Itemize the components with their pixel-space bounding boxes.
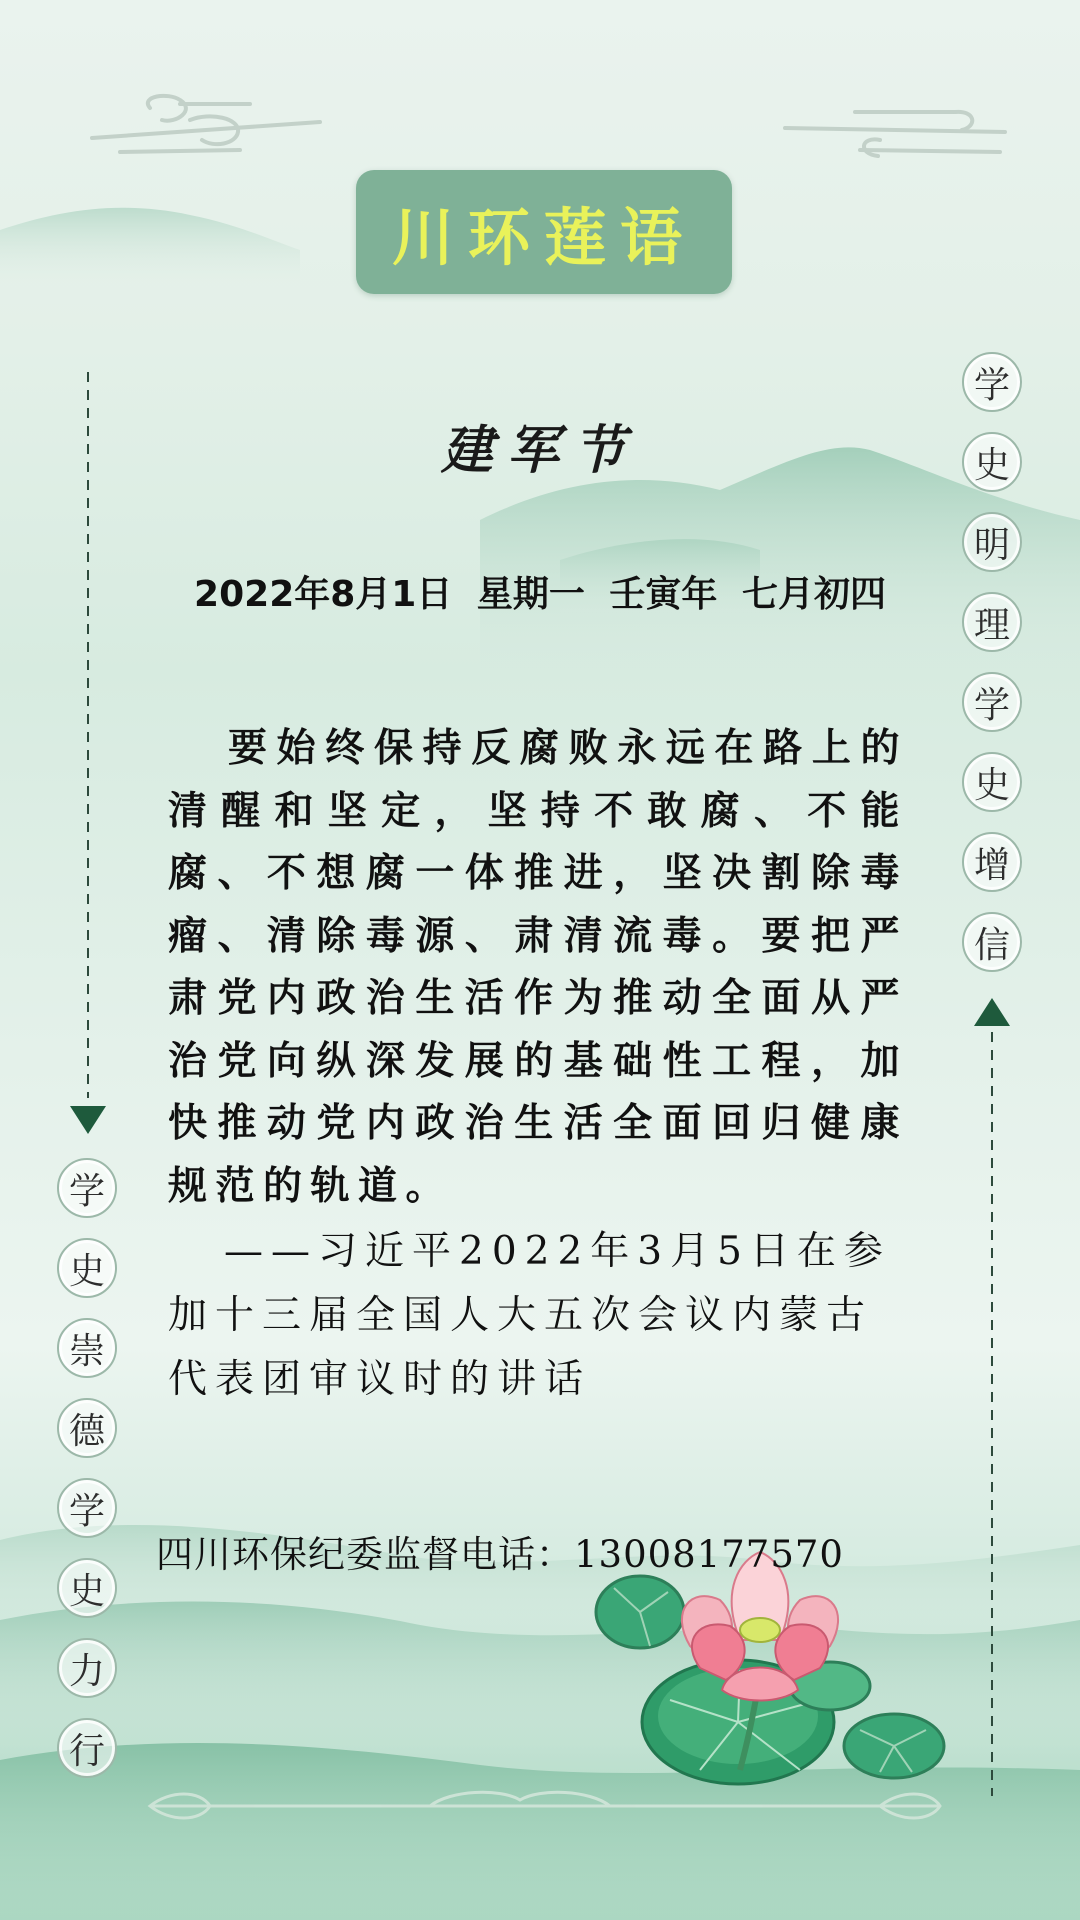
quote-body: 要始终保持反腐败永远在路上的清醒和坚定，坚持不敢腐、不能腐、不想腐一体推进，坚决割除毒瘤、清除毒源、肃清流毒。要把严肃党内政治生活作为推动全面从严治党向纵深发展的基础性工程，加快推动党内政治生活全面回归健康规范的轨道。 xyxy=(168,726,908,1209)
cloud-ornament-right xyxy=(785,112,1005,156)
right-slogan-char: 增 xyxy=(962,832,1022,892)
right-slogan-char: 学 xyxy=(962,672,1022,732)
left-slogan-char: 史 xyxy=(57,1558,117,1618)
brand-title: 川环莲语 xyxy=(391,200,696,274)
left-slogan-char: 德 xyxy=(57,1398,117,1458)
hotline-text: 四川环保纪委监督电话：13008177570 xyxy=(156,1533,844,1576)
left-slogan-char: 学 xyxy=(57,1158,117,1218)
right-vertical-slogan xyxy=(962,352,1022,992)
left-vertical-slogan xyxy=(57,1158,117,1798)
festival-title: 建军节 xyxy=(440,420,639,481)
right-slogan-char: 信 xyxy=(962,912,1022,972)
left-arrow-down-icon xyxy=(70,1106,106,1134)
date-line: 2022年8月1日 星期一 壬寅年 七月初四 xyxy=(194,574,886,615)
cloud-ornament-left xyxy=(92,96,320,152)
brand-title-plate xyxy=(356,170,732,294)
right-arrow-up-icon xyxy=(974,998,1010,1026)
right-slogan-char: 史 xyxy=(962,752,1022,812)
right-slogan-char: 理 xyxy=(962,592,1022,652)
left-slogan-char: 力 xyxy=(57,1638,117,1698)
right-slogan-char: 明 xyxy=(962,512,1022,572)
right-slogan-char: 史 xyxy=(962,432,1022,492)
left-slogan-char: 史 xyxy=(57,1238,117,1298)
quote-source: ——习近平2022年3月5日在参加十三届全国人大五次会议内蒙古代表团审议时的讲话 xyxy=(168,1229,891,1402)
left-slogan-char: 学 xyxy=(57,1478,117,1538)
left-slogan-char: 崇 xyxy=(57,1318,117,1378)
left-slogan-char: 行 xyxy=(57,1718,117,1778)
right-slogan-char: 学 xyxy=(962,352,1022,412)
